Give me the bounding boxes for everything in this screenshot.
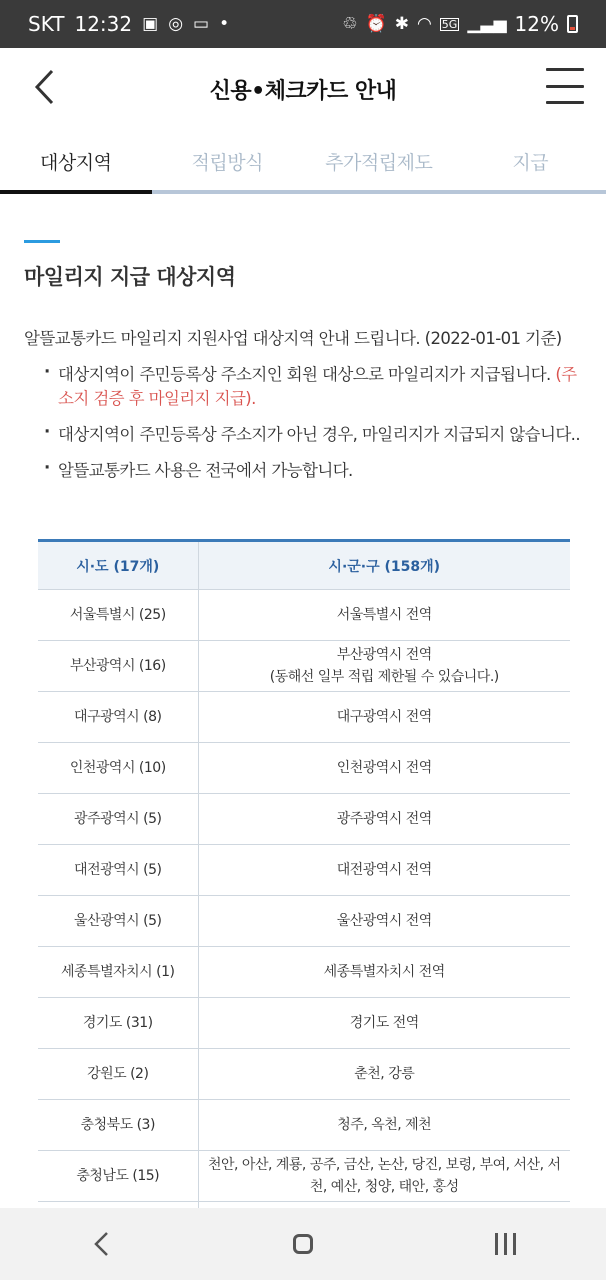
district-cell: 대전광역시 전역 [198,845,570,896]
list-item [44,423,584,447]
battery-icon [567,15,578,33]
district-cell: 부산광역시 전역 (동해선 일부 적립 제한될 수 있습니다.) [198,641,570,692]
district-cell: 청주, 옥천, 제천 [198,1100,570,1151]
tab-target-region[interactable]: 대상지역 [0,132,152,190]
time-label: 12:32 [74,12,133,36]
province-cell: 인천광역시 (10) [38,743,198,794]
table-row [38,590,570,641]
bluetooth-icon: ✱ [394,13,409,34]
table-row [38,1049,570,1100]
table-row [38,845,570,896]
back-nav-icon[interactable] [71,1219,131,1269]
menu-line [546,68,584,71]
signal-icon: ▁▃▅ [467,13,507,34]
hamburger-menu-icon[interactable] [546,68,584,104]
province-cell: 세종특별자치시 (1) [38,947,198,998]
district-cell: 춘천, 강릉 [198,1049,570,1100]
dot-icon: • [219,13,230,34]
province-cell: 광주광역시 (5) [38,794,198,845]
province-cell: 대구광역시 (8) [38,692,198,743]
district-cell: 천안, 아산, 계룡, 공주, 금산, 논산, 당진, 보령, 부여, 서산, 서천, 예산, 청양, 태안, 홍성 [198,1151,570,1202]
province-cell: 경기도 (31) [38,998,198,1049]
app-header [0,48,606,130]
tab-bar [0,132,606,194]
province-cell: 부산광역시 (16) [38,641,198,692]
home-nav-icon[interactable] [273,1219,333,1269]
recents-nav-icon[interactable] [475,1219,535,1269]
district-cell: 서울특별시 전역 [198,590,570,641]
district-cell: 광주광역시 전역 [198,794,570,845]
province-cell: 서울특별시 (25) [38,590,198,641]
province-cell: 대전광역시 (5) [38,845,198,896]
district-cell: 세종특별자치시 전역 [198,947,570,998]
table-body [38,590,570,1253]
province-cell: 충청남도 (15) [38,1151,198,1202]
carrier-label: SKT [28,12,65,36]
page-title: 신용•체크카드 안내 [209,78,397,104]
chevron-left-icon [33,69,55,105]
menu-line [546,101,584,104]
table-row [38,1100,570,1151]
accent-divider [24,240,60,243]
chevron-left-icon [93,1231,109,1257]
bullet-text: 알뜰교통카드 사용은 전국에서 가능합니다. [58,461,353,480]
back-button[interactable] [24,62,64,112]
district-cell: 대구광역시 전역 [198,692,570,743]
list-item [44,459,584,483]
content-area [24,240,584,495]
table-row [38,896,570,947]
region-table [38,539,570,1253]
table-row [38,641,570,692]
province-cell: 강원도 (2) [38,1049,198,1100]
table-row [38,998,570,1049]
battery-level: 12% [514,12,559,36]
province-cell: 충청북도 (3) [38,1100,198,1151]
tab-payment[interactable]: 지급 [512,151,549,174]
district-cell: 인천광역시 전역 [198,743,570,794]
menu-line [546,85,584,88]
table-row [38,692,570,743]
wallet-icon: ▭ [193,13,210,34]
table-row [38,947,570,998]
bullet-text: 대상지역이 주민등록상 주소지인 회원 대상으로 마일리지가 지급됩니다. [58,365,551,384]
bullet-highlight: (주소지 검증 후 마일리지 지급). [58,365,577,408]
recents-lines-icon [495,1233,516,1255]
recycle-icon: ♲ [342,13,358,34]
wifi-icon: ◠ [416,13,432,34]
system-nav-bar [0,1208,606,1280]
image-icon: ▣ [142,13,159,34]
column-header-province: 시·도 (17개) [38,541,198,590]
intro-text: 알뜰교통카드 마일리지 지원사업 대상지역 안내 드립니다. (2022-01-01 기준) [24,329,562,348]
tab-additional-accrual[interactable]: 추가적립제도 [325,151,433,174]
tab-accrual-method[interactable]: 적립방식 [191,151,263,174]
alarm-icon: ⏰ [365,13,387,34]
table-header-row [38,541,570,590]
bullet-text: 대상지역이 주민등록상 주소지가 아닌 경우, 마일리지가 지급되지 않습니다.. [58,425,580,444]
district-cell: 울산광역시 전역 [198,896,570,947]
province-cell: 울산광역시 (5) [38,896,198,947]
notice-list [24,363,584,483]
table-row [38,794,570,845]
district-cell: 경기도 전역 [198,998,570,1049]
list-item [44,363,584,411]
5g-icon: 5G [441,17,458,31]
section-title: 마일리지 지급 대상지역 [24,265,236,289]
status-bar [0,0,606,48]
home-square-icon [293,1234,313,1254]
table-row [38,1151,570,1202]
sync-icon: ◎ [168,13,184,34]
column-header-district: 시·군·구 (158개) [198,541,570,590]
table-row [38,743,570,794]
